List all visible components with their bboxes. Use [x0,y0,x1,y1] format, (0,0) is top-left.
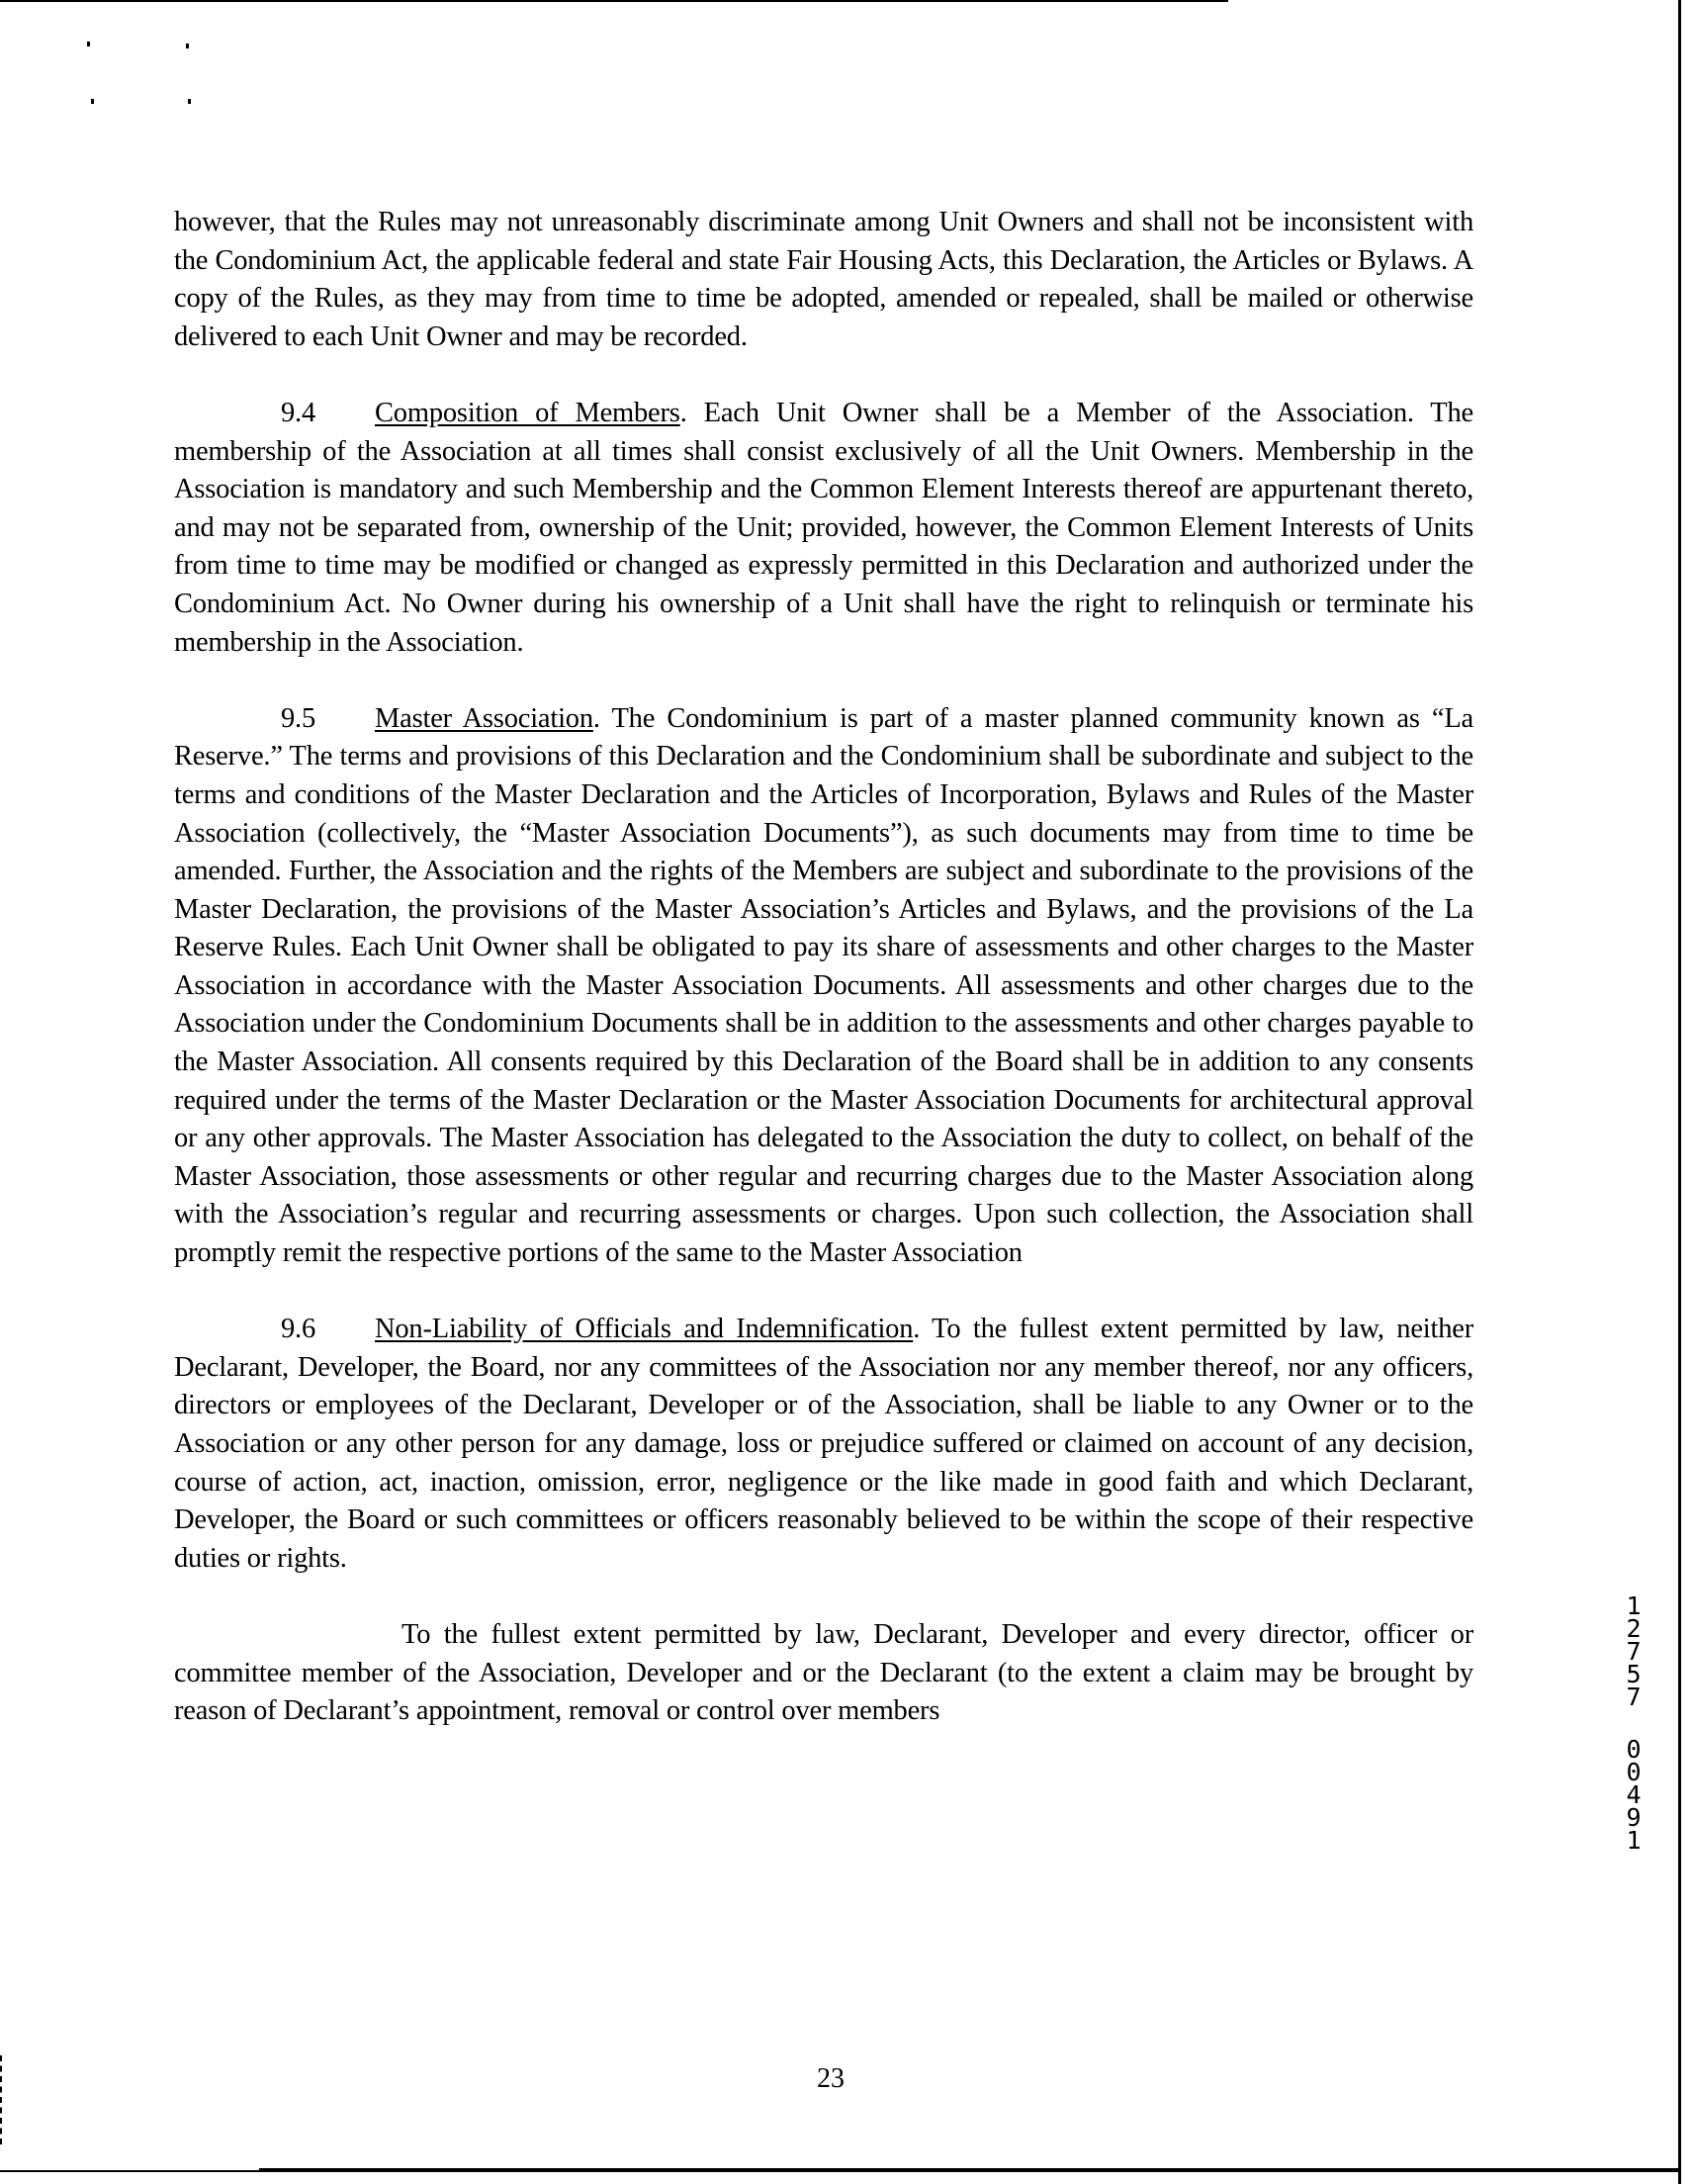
stamp-digit: 0 [1626,1758,1642,1786]
stamp-digit: 7 [1626,1637,1642,1666]
continuation-paragraph: however, that the Rules may not unreasonably discriminate among Unit Owners and shall not be inconsistent with the Condominium Act, the applicable federal and state Fair Housing Acts, this Declaration, the Articles or Bylaws. A copy of the Rules, as they may from time to time be adopted, amended or repealed, shall be mailed or otherwise delivered to each Unit Owner and may be recorded. [174,207,1473,352]
section-number: 9.4 [281,397,316,428]
scan-speck [87,42,90,46]
stamp-digit: 0 [1626,1735,1642,1764]
section-text: . To the fullest extent permitted by law, neither Declarant, Developer, the Board, nor any committees of the Association nor any member thereof, nor any officers, directors or employees of the Declarant, Developer or of the Association, shall be liable to any Owner or to the Association or any other person for any damage, loss or prejudice suffered or claimed on account of any decision, course of action, act, inaction, omission, error, negligence or the like made in good faith and which Declarant, Developer, the Board or such committees or officers reasonably believed to be within the scope of their respective duties or rights. [174,1314,1473,1574]
section-text: . Each Unit Owner shall be a Member of the Association. The membership of the Association at all times shall consist exclusively of all the Unit Owners. Membership in the Association is mandatory and such Membership and the Common Element Interests thereof are appurtenant thereto, and may not be separated from, ownership of the Unit; provided, however, the Common Element Interests of Units from time to time may be modified or changed as expressly permitted in this Declaration and authorized under the Condominium Act. No Owner during his ownership of a Unit shall have the right to relinquish or terminate his membership in the Association. [174,397,1474,658]
recording-margin-stamp [1622,1592,1646,1855]
scan-top-border [0,0,1228,2]
stamp-digit: 4 [1626,1780,1642,1809]
page-number: 23 [817,2063,845,2094]
section-title: Composition of Members [375,397,680,428]
stamp-digit: 5 [1626,1660,1642,1688]
stamp-digit: 1 [1626,1826,1642,1855]
stamp-gap [1622,1708,1646,1738]
stamp-digit: 7 [1626,1683,1642,1711]
section-9-4 [174,395,1473,662]
stamp-digit: 1 [1626,1592,1642,1620]
section-9-6 [174,1311,1473,1578]
scan-left-edge-marks [0,2055,4,2144]
scan-speck [91,99,94,104]
section-9-5 [174,700,1473,1273]
section-text: . The Condominium is part of a master planned community known as “La Reserve.” The terms and provisions of this Declaration and the Condominium shall be subordinate and subject to the terms and conditions of the Master Declaration and the Articles of Incorporation, Bylaws and Rules of the Master Association (collectively, the “Master Association Documents”), as such documents may from time to time be amended. Further, the Association and the rights of the Members are subject and subordinate to the provisions of the Master Declaration, the provisions of the Master Association’s Articles and Bylaws, and the provisions of the La Reserve Rules. Each Unit Owner shall be obligated to pay its share of assessments and other charges to the Master Association in accordance with the Master Association Documents. All assessments and other charges due to the Association under the Condominium Documents shall be in addition to the assessments and other charges payable to the Master Association. All consents required by this Declaration of the Board shall be in addition to any consents required under the terms of the Master Declaration or the Master Association Documents for architectural approval or any other approvals. The Master Association has delegated to the Association the duty to collect, on behalf of the Master Association, those assessments or other regular and recurring charges due to the Master Association along with the Association’s regular and recurring assessments or charges. Upon such collection, the Association shall promptly remit the respective portions of the same to the Master Association [174,702,1473,1269]
stamp-digit: 9 [1626,1803,1642,1832]
scan-bottom-border-thick [259,2168,1681,2172]
scan-speck [186,44,189,48]
section-number: 9.5 [281,702,316,734]
trailing-paragraph: To the fullest extent permitted by law, Declarant, Developer and every director, officer or committee member of the Association, Developer and or the Declarant (to the extent a claim may be brought by reason of Declarant’s appointment, removal or control over members [174,1618,1473,1727]
section-number: 9.6 [281,1314,316,1345]
stamp-digit: 2 [1626,1614,1642,1643]
section-title: Non-Liability of Officials and Indemnification [375,1314,914,1345]
section-title: Master Association [375,702,593,734]
scan-speck [188,99,191,104]
scan-right-border [1678,0,1681,2184]
document-body [174,204,1473,1769]
